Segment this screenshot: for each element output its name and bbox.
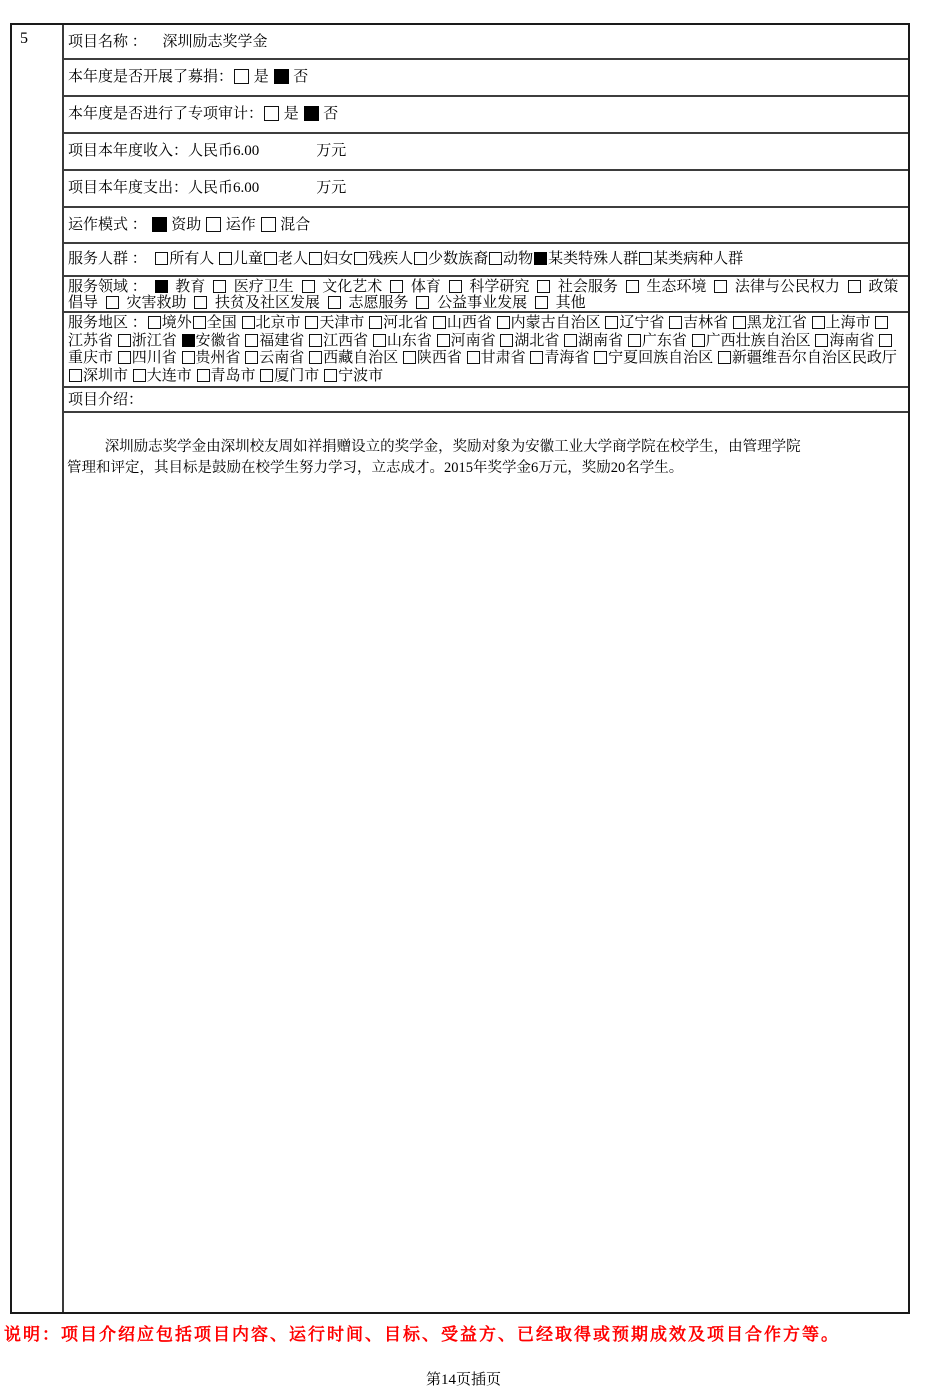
note: 说明：项目介绍应包括项目内容、运行时间、目标、受益方、已经取得或预期成效及项目合作方等。 [4,1325,840,1344]
checkbox-checked[interactable] [182,334,195,347]
checkbox-unchecked[interactable] [328,296,341,309]
checkbox-unchecked[interactable] [148,316,161,329]
option-label: 社会服务 [554,279,622,295]
checkbox-unchecked[interactable] [182,351,195,364]
option-label: 大连市 [146,367,196,384]
option-label: 安徽省 [195,332,245,349]
option-label: 资助 [167,217,206,233]
option-label: 老人 [278,251,309,267]
option-label: 体育 [407,279,445,295]
checkbox-unchecked[interactable] [403,351,416,364]
option-label: 残疾人 [368,251,414,267]
expense-value[interactable]: 人民币6.00 [188,180,260,196]
option-label: 否 [289,69,309,85]
option-label: 宁波市 [338,367,384,384]
option-label: 辽宁省 [619,315,669,331]
option-label: 宁夏回族自治区 [608,350,717,366]
service-field-label: 服务领域 ： [68,279,147,295]
checkbox-unchecked[interactable] [875,316,888,329]
checkbox-unchecked[interactable] [467,351,480,364]
checkbox-unchecked[interactable] [305,316,318,329]
option-label: 内蒙古自治区 [510,315,605,331]
option-label: 境外 [161,315,192,331]
option-label: 厦门市 [274,367,324,384]
project-name-value[interactable]: 深圳励志奖学金 [162,34,268,50]
option-label: 是 [250,69,273,85]
checkbox-checked[interactable] [274,69,289,84]
option-label: 公益事业发展 [433,295,531,311]
intro-line: 深圳励志奖学金由深圳校友周如祥捐赠设立的奖学金，奖励对象为安徽工业大学商学院在校学生，由管理学院 [104,439,801,455]
income-unit: 万元 [316,143,347,159]
checkbox-unchecked[interactable] [234,69,249,84]
checkbox-unchecked[interactable] [416,296,429,309]
service-area-row [64,313,908,388]
service-people-row [64,244,908,277]
checkbox-unchecked[interactable] [714,280,727,293]
option-label: 河北省 [383,315,432,331]
operation-mode-row [64,208,908,244]
option-label: 福建省 [259,332,309,349]
option-label: 生态环境 [642,279,711,295]
option-label: 全国 [206,315,241,331]
checkbox-unchecked[interactable] [628,334,641,347]
checkbox-unchecked[interactable] [193,316,206,329]
checkbox-unchecked[interactable] [812,316,825,329]
option-label: 动物 [503,251,534,267]
audit-options [263,106,338,122]
option-label: 黑龙江省 [746,315,811,331]
checkbox-unchecked[interactable] [692,334,705,347]
option-label: 贵州省 [195,350,245,366]
checkbox-unchecked[interactable] [605,316,618,329]
option-label: 混合 [276,217,311,233]
option-label: 天津市 [319,315,369,331]
project-form-table [10,23,910,1314]
operation-mode-options [151,217,311,233]
service-area-options [68,315,897,384]
fundraising-options [233,69,308,85]
option-label: 其他 [551,295,586,311]
option-label: 青海省 [544,350,594,366]
service-area-label: 服务地区 ： [68,315,147,331]
option-label: 海南省 [829,332,879,349]
option-label: 吉林省 [683,315,732,331]
option-label: 江西省 [323,332,372,349]
option-label: 政策倡导 [68,279,899,311]
option-label: 法律与公民权力 [731,279,844,295]
checkbox-unchecked[interactable] [324,369,337,382]
checkbox-unchecked[interactable] [354,252,367,265]
option-label: 儿童 [233,251,264,267]
checkbox-unchecked[interactable] [309,334,322,347]
service-people-label: 服务人群 ： [68,251,147,267]
checkbox-unchecked[interactable] [194,296,207,309]
option-label: 妇女 [323,251,354,267]
checkbox-unchecked[interactable] [489,252,502,265]
option-label: 湖南省 [578,332,627,349]
checkbox-unchecked[interactable] [197,369,210,382]
checkbox-checked[interactable] [155,280,168,293]
service-field-options [68,279,898,311]
checkbox-unchecked[interactable] [537,280,550,293]
checkbox-unchecked[interactable] [414,252,427,265]
checkbox-unchecked[interactable] [260,369,273,382]
project-index: 5 [20,30,28,47]
option-label: 否 [319,106,339,122]
income-label: 项目本年度收入： [68,143,189,159]
option-label: 科学研究 [465,279,534,295]
option-label: 广西壮族自治区 [705,332,815,349]
checkbox-unchecked[interactable] [155,252,168,265]
audit-label: 本年度是否进行了专项审计： [68,106,264,122]
checkbox-unchecked[interactable] [639,252,652,265]
checkbox-unchecked[interactable] [309,351,322,364]
expense-unit: 万元 [316,180,347,196]
option-label: 山东省 [386,332,436,349]
service-people-options [154,251,743,267]
checkbox-unchecked[interactable] [500,334,513,347]
intro-label-row [64,388,908,413]
option-label: 教育 [171,279,210,295]
option-label: 运作 [222,217,260,233]
option-label: 某类特殊人群 [548,251,639,267]
checkbox-unchecked[interactable] [369,316,382,329]
checkbox-unchecked[interactable] [69,369,82,382]
fundraising-label: 本年度是否开展了募捐： [68,69,234,85]
checkbox-unchecked[interactable] [309,252,322,265]
checkbox-unchecked[interactable] [848,280,861,293]
option-label: 陕西省 [416,350,466,366]
option-label: 河南省 [450,332,500,349]
option-label: 四川省 [131,350,181,366]
option-label: 江苏省 [68,332,117,349]
form-rows [64,25,908,1312]
checkbox-unchecked[interactable] [390,280,403,293]
option-label: 青岛市 [210,367,260,384]
operation-mode-label: 运作模式 ： [68,217,147,233]
checkbox-unchecked[interactable] [206,217,221,232]
option-label: 深圳市 [83,367,132,384]
checkbox-unchecked[interactable] [264,106,279,121]
checkbox-unchecked[interactable] [815,334,828,347]
option-label: 山西省 [446,315,496,331]
option-label: 文化艺术 [318,279,387,295]
intro-label: 项目介绍： [68,392,144,408]
option-label: 云南省 [259,350,309,366]
option-label: 西藏自治区 [323,350,402,366]
option-label: 甘肃省 [480,350,530,366]
checkbox-unchecked[interactable] [213,280,226,293]
page-footer: 第14页插页 [425,1372,501,1388]
option-label: 少数族裔 [428,251,489,267]
option-label: 志愿服务 [344,295,413,311]
checkbox-unchecked[interactable] [497,316,510,329]
income-row [64,134,908,171]
option-label: 浙江省 [131,332,181,349]
expense-label: 项目本年度支出： [68,180,189,196]
checkbox-unchecked[interactable] [118,334,131,347]
checkbox-unchecked[interactable] [373,334,386,347]
checkbox-checked[interactable] [534,252,547,265]
checkbox-unchecked[interactable] [433,316,446,329]
option-label: 所有人 [169,251,219,267]
checkbox-unchecked[interactable] [133,369,146,382]
checkbox-unchecked[interactable] [626,280,639,293]
audit-row [64,97,908,134]
checkbox-unchecked[interactable] [449,280,462,293]
checkbox-unchecked[interactable] [118,351,131,364]
checkbox-unchecked[interactable] [219,252,232,265]
option-label: 灾害救助 [122,295,191,311]
option-label: 新疆维吾尔自治区民政厅 [731,350,897,366]
checkbox-checked[interactable] [152,217,167,232]
checkbox-unchecked[interactable] [535,296,548,309]
checkbox-unchecked[interactable] [106,296,119,309]
checkbox-unchecked[interactable] [879,334,892,347]
checkbox-unchecked[interactable] [594,351,607,364]
option-label: 扶贫及社区发展 [211,295,324,311]
checkbox-unchecked[interactable] [718,351,731,364]
option-label: 上海市 [825,315,875,331]
checkbox-unchecked[interactable] [437,334,450,347]
fundraising-row [64,60,908,97]
checkbox-checked[interactable] [304,106,319,121]
option-label: 某类病种人群 [653,251,744,267]
checkbox-unchecked[interactable] [264,252,277,265]
option-label: 湖北省 [514,332,564,349]
expense-row [64,171,908,208]
option-label: 重庆市 [68,350,117,366]
checkbox-unchecked[interactable] [564,334,577,347]
option-label: 是 [280,106,303,122]
checkbox-unchecked[interactable] [245,334,258,347]
intro-line: 管理和评定，其目标是鼓励在校学生努力学习，立志成才。2015年奖学金6万元，奖励20名学生。 [67,460,684,476]
checkbox-unchecked[interactable] [302,280,315,293]
checkbox-unchecked[interactable] [530,351,543,364]
project-index-cell [12,25,64,1312]
checkbox-unchecked[interactable] [261,217,276,232]
checkbox-unchecked[interactable] [245,351,258,364]
intro-content-cell[interactable] [64,413,908,1312]
checkbox-unchecked[interactable] [669,316,682,329]
project-name-label: 项目名称 ： [68,34,147,50]
option-label: 广东省 [641,332,691,349]
option-label: 北京市 [255,315,305,331]
project-name-row [64,25,908,60]
service-field-row [64,277,908,313]
income-value[interactable]: 人民币6.00 [188,143,260,159]
option-label: 医疗卫生 [230,279,298,295]
checkbox-unchecked[interactable] [733,316,746,329]
checkbox-unchecked[interactable] [242,316,255,329]
